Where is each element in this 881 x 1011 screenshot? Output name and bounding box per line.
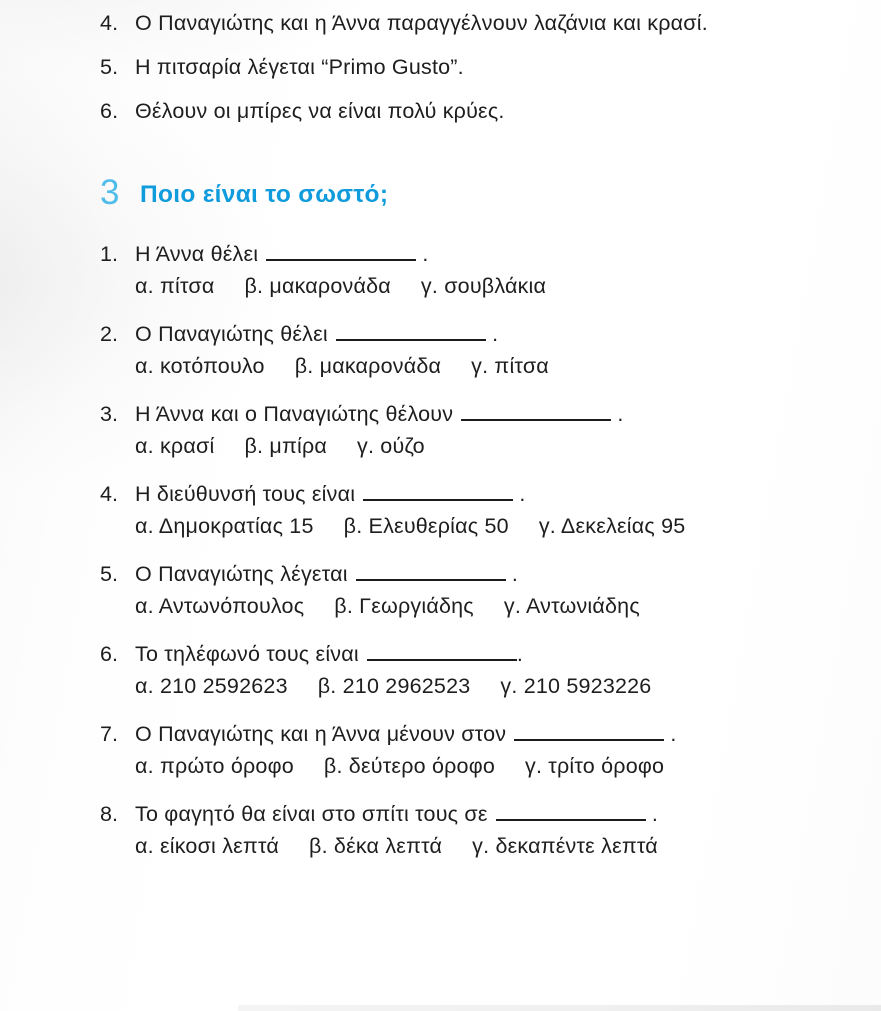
option-a[interactable]: α. Αντωνόπουλος bbox=[135, 594, 305, 618]
option-b[interactable]: β. μπίρα bbox=[244, 434, 328, 458]
question-options bbox=[135, 430, 851, 462]
answer-blank[interactable] bbox=[514, 721, 664, 741]
option-a[interactable]: α. πίτσα bbox=[135, 274, 215, 298]
question-stem-line bbox=[135, 798, 851, 830]
answer-blank[interactable] bbox=[367, 641, 517, 661]
question-number: 5. bbox=[100, 562, 118, 586]
question-body bbox=[135, 558, 851, 622]
question-item bbox=[100, 318, 851, 382]
sentence-period: . bbox=[664, 722, 677, 746]
question-options bbox=[135, 510, 851, 542]
answer-blank[interactable] bbox=[356, 561, 506, 581]
answer-blank[interactable] bbox=[461, 401, 611, 421]
question-number: 4. bbox=[100, 482, 118, 506]
option-a[interactable]: α. κοτόπουλο bbox=[135, 354, 265, 378]
question-body bbox=[135, 398, 851, 462]
question-item bbox=[100, 478, 851, 542]
question-stem: Η διεύθυνσή τους είναι bbox=[135, 482, 356, 506]
option-b[interactable]: β. Γεωργιάδης bbox=[334, 594, 474, 618]
item-number: 5. bbox=[100, 55, 119, 79]
sentence-period: . bbox=[645, 802, 659, 826]
question-stem-line bbox=[135, 238, 851, 270]
list-item bbox=[100, 52, 851, 82]
sentence-period: . bbox=[513, 482, 526, 506]
question-options bbox=[135, 590, 851, 622]
question-stem: Η Άννα και ο Παναγιώτης θέλουν bbox=[135, 402, 454, 426]
question-body bbox=[135, 718, 851, 782]
option-a[interactable]: α. κρασί bbox=[135, 434, 215, 458]
question-options bbox=[135, 750, 851, 782]
item-text: Θέλουν οι μπίρες να είναι πολύ κρύες. bbox=[135, 99, 505, 123]
question-number: 6. bbox=[100, 642, 118, 666]
question-body bbox=[135, 238, 851, 302]
question-number: 8. bbox=[100, 802, 118, 826]
question-number: 7. bbox=[100, 722, 118, 746]
option-c[interactable]: γ. τρίτο όροφο bbox=[525, 754, 665, 778]
option-c[interactable]: γ. δεκαπέντε λεπτά bbox=[472, 834, 658, 858]
question-stem: Ο Παναγιώτης θέλει bbox=[135, 322, 328, 346]
sentence-period: . bbox=[485, 322, 499, 346]
questions-list bbox=[100, 238, 851, 862]
question-body bbox=[135, 798, 851, 862]
section-heading bbox=[100, 171, 851, 213]
question-options bbox=[135, 350, 851, 382]
question-options bbox=[135, 670, 851, 702]
question-number: 1. bbox=[100, 242, 118, 266]
question-stem-line bbox=[135, 478, 851, 510]
option-c[interactable]: γ. σουβλάκια bbox=[420, 274, 547, 298]
question-stem-line bbox=[135, 718, 851, 750]
option-a[interactable]: α. 210 2592623 bbox=[135, 674, 288, 698]
question-body bbox=[135, 638, 851, 702]
answer-blank[interactable] bbox=[496, 801, 646, 821]
option-c[interactable]: γ. Δεκελείας 95 bbox=[538, 514, 686, 538]
option-b[interactable]: β. 210 2962523 bbox=[317, 674, 471, 698]
question-body bbox=[135, 318, 851, 382]
question-body bbox=[135, 478, 851, 542]
question-item bbox=[100, 638, 851, 702]
answer-blank[interactable] bbox=[336, 321, 486, 341]
question-options bbox=[135, 270, 851, 302]
question-number: 2. bbox=[100, 322, 118, 346]
question-stem: Ο Παναγιώτης λέγεται bbox=[135, 562, 348, 586]
list-item bbox=[100, 96, 851, 126]
question-options bbox=[135, 830, 851, 862]
option-c[interactable]: γ. 210 5923226 bbox=[500, 674, 652, 698]
item-text: Ο Παναγιώτης και η Άννα παραγγέλνουν λαζάνια και κρασί. bbox=[135, 11, 708, 35]
option-c[interactable]: γ. Αντωνιάδης bbox=[503, 594, 640, 618]
question-stem: Η Άννα θέλει bbox=[135, 242, 259, 266]
question-stem-line bbox=[135, 638, 851, 670]
item-number: 6. bbox=[100, 99, 119, 123]
option-a[interactable]: α. είκοσι λεπτά bbox=[135, 834, 279, 858]
question-stem-line bbox=[135, 398, 851, 430]
answer-blank[interactable] bbox=[266, 241, 416, 261]
question-item bbox=[100, 398, 851, 462]
question-stem-line bbox=[135, 318, 851, 350]
question-stem: Το τηλέφωνό τους είναι bbox=[135, 642, 359, 666]
sentence-period: . bbox=[516, 642, 524, 666]
page-edge-shadow bbox=[238, 1005, 881, 1011]
section-number: 3 bbox=[100, 173, 120, 212]
question-stem-line bbox=[135, 558, 851, 590]
item-number: 4. bbox=[100, 11, 119, 35]
item-text: Η πιτσαρία λέγεται “Primo Gusto”. bbox=[135, 55, 464, 79]
sentence-period: . bbox=[416, 242, 429, 266]
answer-blank[interactable] bbox=[363, 481, 513, 501]
page-content bbox=[100, 8, 851, 878]
option-b[interactable]: β. δέκα λεπτά bbox=[309, 834, 443, 858]
question-stem: Ο Παναγιώτης και η Άννα μένουν στον bbox=[135, 722, 507, 746]
option-b[interactable]: β. μακαρονάδα bbox=[294, 354, 442, 378]
question-item bbox=[100, 238, 851, 302]
sentence-period: . bbox=[505, 562, 519, 586]
option-a[interactable]: α. Δημοκρατίας 15 bbox=[135, 514, 314, 538]
question-item bbox=[100, 718, 851, 782]
question-stem: Το φαγητό θα είναι στο σπίτι τους σε bbox=[135, 802, 488, 826]
question-number: 3. bbox=[100, 402, 118, 426]
section-title: Ποιο είναι το σωστό; bbox=[140, 181, 389, 208]
option-c[interactable]: γ. ούζο bbox=[357, 434, 425, 458]
sentence-period: . bbox=[611, 402, 624, 426]
option-b[interactable]: β. Ελευθερίας 50 bbox=[343, 514, 509, 538]
option-c[interactable]: γ. πίτσα bbox=[471, 354, 549, 378]
option-b[interactable]: β. μακαρονάδα bbox=[244, 274, 391, 298]
question-item bbox=[100, 558, 851, 622]
list-item bbox=[100, 8, 851, 38]
option-b[interactable]: β. δεύτερο όροφο bbox=[323, 754, 495, 778]
option-a[interactable]: α. πρώτο όροφο bbox=[135, 754, 294, 778]
intro-statements-list bbox=[100, 8, 851, 126]
question-item bbox=[100, 798, 851, 862]
